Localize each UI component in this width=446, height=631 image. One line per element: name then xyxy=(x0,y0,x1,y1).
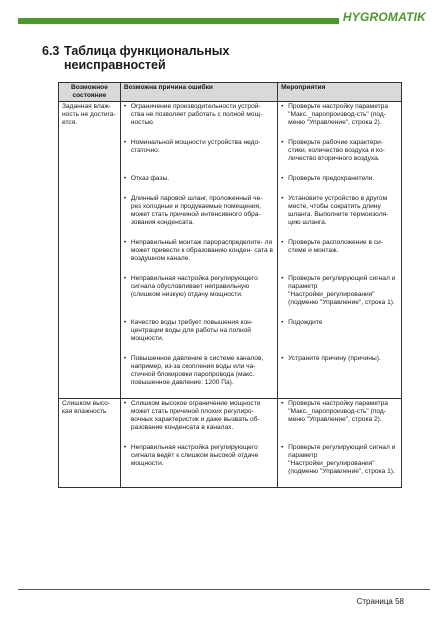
bullet-icon: • xyxy=(281,195,284,202)
table-row xyxy=(59,443,402,488)
state-cell xyxy=(59,102,121,139)
cause-text: Повышенное давление в системе каналов, например, из-за скопления воды или ча- стичной блокировки паропровода (макс. повышенное давление: 1200 Па). xyxy=(130,355,264,386)
bullet-icon: • xyxy=(281,400,284,407)
cause-cell xyxy=(120,138,277,174)
bullet-icon: • xyxy=(123,103,127,110)
bullet-icon: • xyxy=(123,444,127,451)
page-number: Страница 58 xyxy=(356,597,404,606)
action-cell xyxy=(278,102,402,139)
state-cell xyxy=(59,443,121,488)
section-title-line2: неисправностей xyxy=(64,58,166,72)
action-text: Проверьте регулирующий сигнал и параметр "Настройки_регулирования" (подменю "Управление", строка 1). xyxy=(288,275,396,306)
section-title-line1: Таблица функциональных xyxy=(64,44,230,58)
state-cell xyxy=(59,399,121,444)
action-text: Проверьте регулирующий сигнал и параметр "Настройки_регулирования" (подменю "Управление", строка 1). xyxy=(288,444,396,475)
cause-cell xyxy=(120,194,277,238)
bullet-icon: • xyxy=(281,444,284,451)
bullet-icon: • xyxy=(281,355,284,362)
cause-cell xyxy=(120,102,277,139)
state-cell xyxy=(59,274,121,318)
bullet-icon: • xyxy=(281,319,284,326)
cause-text: Номинальной мощности устройства недо- статочно. xyxy=(130,139,261,154)
header-action: Мероприятия xyxy=(278,83,402,102)
section-number: 6.3 xyxy=(42,44,60,58)
cause-text: Слишком высокое ограничение мощности может стать причиной плохих регулиро- вочных характеристик и даже вызвать об- разование конденсата в каналах. xyxy=(130,400,261,431)
action-cell xyxy=(278,174,402,194)
state-text: Слишком высо- кая влажность xyxy=(62,400,111,415)
section-heading xyxy=(42,44,229,72)
table-row xyxy=(59,194,402,238)
bullet-icon: • xyxy=(123,400,127,407)
action-cell xyxy=(278,443,402,488)
table-row xyxy=(59,274,402,318)
action-cell xyxy=(278,399,402,444)
cause-cell xyxy=(120,174,277,194)
table-row xyxy=(59,238,402,274)
troubleshooting-table xyxy=(58,82,402,488)
cause-cell xyxy=(120,354,277,399)
action-text: Проверьте рабочие характери- стики, количество воздуха и ко- личество вторичного воздуха. xyxy=(288,139,385,162)
action-cell xyxy=(278,238,402,274)
action-cell xyxy=(278,354,402,399)
state-cell xyxy=(59,354,121,399)
bullet-icon: • xyxy=(123,195,127,202)
bullet-icon: • xyxy=(281,275,284,282)
state-text: Заданная влаж- ность не достига- ется. xyxy=(62,103,116,126)
action-text: Устраните причину (причины). xyxy=(288,355,381,362)
table-row xyxy=(59,138,402,174)
cause-cell xyxy=(120,399,277,444)
cause-cell xyxy=(120,238,277,274)
action-cell xyxy=(278,274,402,318)
cause-cell xyxy=(120,443,277,488)
action-cell xyxy=(278,318,402,354)
action-text: Проверьте настройку параметра "Макс._паропроизвод-сть" (под- меню "Управление", строка 2). xyxy=(288,103,389,126)
state-cell xyxy=(59,138,121,174)
action-text: Установите устройство в другом месте, чтобы сократить длину шланга. Выполните термоизоля- цию шланга. xyxy=(288,195,389,226)
table-row xyxy=(59,318,402,354)
bullet-icon: • xyxy=(123,355,127,362)
bullet-icon: • xyxy=(281,239,284,246)
cause-text: Неправильная настройка регулирующего сигнала ведёт к слишком высокой отдаче мощности. xyxy=(130,444,259,467)
brand-logo: HYGROMATIK xyxy=(339,9,430,25)
table-body xyxy=(59,102,402,488)
bullet-icon: • xyxy=(123,319,127,326)
header-state: Возможное состояние xyxy=(59,83,121,102)
cause-cell xyxy=(120,274,277,318)
cause-text: Ограничение производительности устрой- ства не позволяет работать с полной мощ- ностью. xyxy=(130,103,263,126)
footer-rule xyxy=(18,589,430,590)
header-cause: Возможна причина ошибки xyxy=(120,83,277,102)
table-row xyxy=(59,174,402,194)
state-cell xyxy=(59,174,121,194)
action-text: Проверьте настройку параметра "Макс._паропроизвод-сть" (под- меню "Управление", строка 2). xyxy=(288,400,389,423)
cause-cell xyxy=(120,318,277,354)
bullet-icon: • xyxy=(123,139,127,146)
bullet-icon: • xyxy=(281,103,284,110)
cause-text: Качество воды требует повышения кон- центрации воды для работы на полной мощности. xyxy=(130,319,253,342)
cause-text: Неправильный монтаж парораспределите- ля может привести к образованию конден- сата в воздушном канале. xyxy=(130,239,273,262)
table-row xyxy=(59,399,402,444)
bullet-icon: • xyxy=(123,275,127,282)
table-row xyxy=(59,102,402,139)
cause-text: Неправильная настройка регулирующего сигнала обусловливает неправильную (слишком низкую) отдачу мощности. xyxy=(130,275,258,298)
action-text: Проверьте расположение в си- стеме и монтаж. xyxy=(288,239,384,254)
cause-text: Длинный паровой шланг, проложенный че- рез холодные и продуваемые помещения, может стать причиной интенсивного обра- зования конденсата. xyxy=(130,195,263,226)
bullet-icon: • xyxy=(281,175,284,182)
table-row xyxy=(59,354,402,399)
action-text: Подождите xyxy=(288,319,323,326)
action-cell xyxy=(278,138,402,174)
cause-text: Отказ фазы. xyxy=(130,175,170,182)
bullet-icon: • xyxy=(123,239,127,246)
state-cell xyxy=(59,194,121,238)
state-cell xyxy=(59,238,121,274)
bullet-icon: • xyxy=(281,139,284,146)
action-cell xyxy=(278,194,402,238)
state-cell xyxy=(59,318,121,354)
table-header-row xyxy=(59,83,402,102)
bullet-icon: • xyxy=(123,175,127,182)
action-text: Проверьте предохранители. xyxy=(288,175,375,182)
